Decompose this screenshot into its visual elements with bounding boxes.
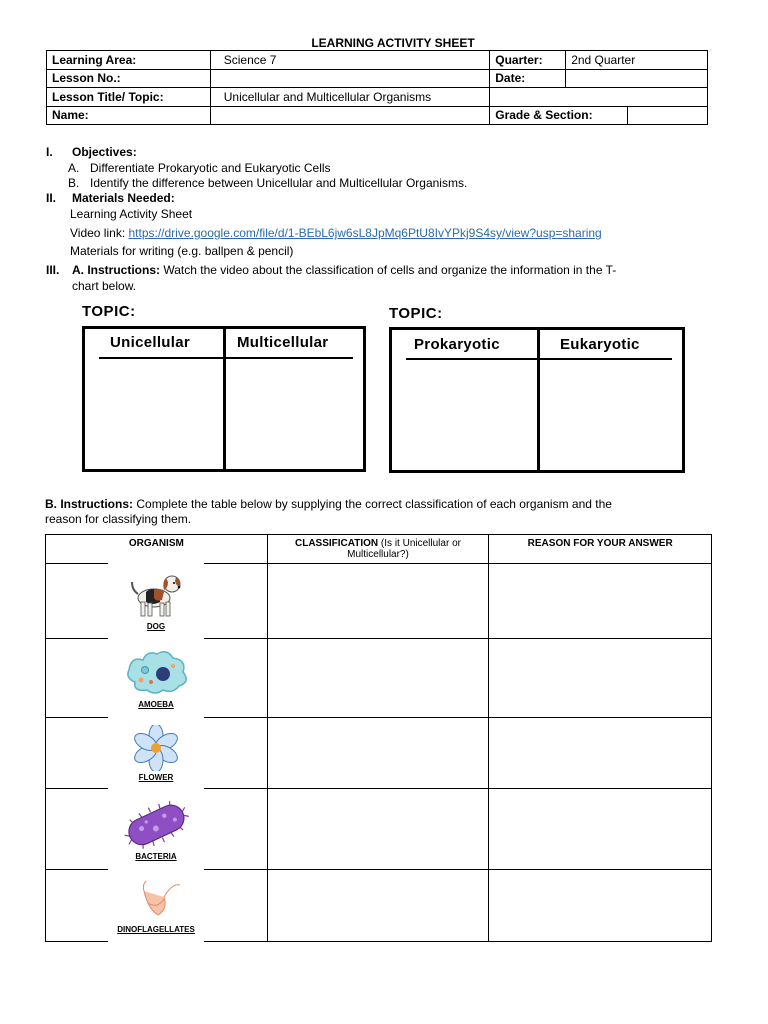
material-item-1: Learning Activity Sheet: [70, 207, 193, 221]
table-row: [46, 639, 712, 718]
quarter-label: Quarter:: [490, 51, 566, 70]
tchart-unicellular: [82, 326, 366, 472]
instructions-b-text2: reason for classifying them.: [45, 512, 192, 526]
header-table: [46, 50, 708, 125]
video-link-line: [70, 226, 602, 241]
tchart1-hline: [99, 357, 353, 359]
tchart2-vline: [537, 330, 540, 470]
col-classification-bold: CLASSIFICATION: [295, 538, 379, 549]
objectives-num: I.: [46, 145, 53, 159]
instructions-a-text: Watch the video about the classification of cells and organize the information in the T-: [160, 263, 617, 277]
classification-input-bacteria[interactable]: [267, 789, 489, 870]
instructions-a-text2: chart below.: [72, 279, 137, 293]
dog-picture: [108, 563, 204, 639]
organism-cell-dinoflagellates: [46, 870, 268, 942]
col-organism: ORGANISM: [46, 535, 268, 564]
organism-cell-bacteria: [46, 789, 268, 870]
learning-area-label: Learning Area:: [47, 51, 211, 70]
amoeba-icon: [121, 648, 191, 698]
name-label: Name:: [47, 106, 211, 125]
tchart1-right-header: Multicellular: [237, 334, 329, 351]
tchart1-topic: TOPIC:: [82, 303, 136, 320]
classification-input-amoeba[interactable]: [267, 639, 489, 718]
lesson-no-label: Lesson No.:: [47, 69, 211, 88]
bacteria-caption: BACTERIA: [135, 851, 177, 861]
dinoflagellates-picture: [108, 869, 204, 942]
reason-input-dog[interactable]: [489, 564, 712, 639]
tchart1-vline: [223, 329, 226, 469]
col-classification-line2: Multicellular?): [347, 549, 409, 560]
lesson-title-label: Lesson Title/ Topic:: [47, 88, 211, 107]
sheet-title: LEARNING ACTIVITY SHEET: [311, 36, 475, 50]
materials-heading: Materials Needed:: [72, 191, 175, 205]
table-row: [46, 718, 712, 789]
grade-section-field[interactable]: [628, 106, 708, 125]
learning-area-value[interactable]: Science 7: [210, 51, 490, 70]
flower-picture: [108, 717, 204, 789]
date-label: Date:: [490, 69, 566, 88]
instructions-b: [45, 497, 612, 512]
instructions-b-text: Complete the table below by supplying the correct classification of each organism and the: [133, 497, 612, 511]
objective-b: Identify the difference between Unicellular and Multicellular Organisms.: [90, 176, 468, 190]
video-link[interactable]: https://drive.google.com/file/d/1-BEbL6jw6sL8JpMq6PtU8IvYPkj9S4sy/view?usp=sharing: [128, 226, 602, 240]
flower-icon: [126, 725, 186, 771]
materials-num: II.: [46, 191, 57, 205]
grade-section-label: Grade & Section:: [490, 106, 628, 125]
classification-input-flower[interactable]: [267, 718, 489, 789]
objective-a: Differentiate Prokaryotic and Eukaryotic Cells: [90, 161, 331, 175]
instructions-a: [72, 263, 616, 278]
bacteria-picture: [108, 788, 204, 870]
lesson-title-value[interactable]: Unicellular and Multicellular Organisms: [210, 88, 490, 107]
instructions-num: III.: [46, 263, 60, 277]
classification-input-dinoflagellates[interactable]: [267, 870, 489, 942]
tchart2-right-header: Eukaryotic: [560, 336, 640, 353]
reason-input-dinoflagellates[interactable]: [489, 870, 712, 942]
col-classification-rest: (Is it Unicellular or: [378, 538, 461, 549]
table-row: [46, 870, 712, 942]
organism-cell-dog: [46, 564, 268, 639]
reason-input-amoeba[interactable]: [489, 639, 712, 718]
lesson-no-field[interactable]: [210, 69, 490, 88]
tchart-prokaryotic: [389, 327, 685, 473]
objective-b-marker: B.: [68, 176, 80, 190]
date-field[interactable]: [566, 69, 708, 88]
amoeba-picture: [108, 638, 204, 718]
table-header-row: [46, 535, 712, 564]
instructions-a-label: A. Instructions:: [72, 263, 161, 277]
instructions-b-label: B. Instructions:: [45, 497, 134, 511]
organism-cell-amoeba: [46, 639, 268, 718]
reason-input-flower[interactable]: [489, 718, 712, 789]
tchart2-left-header: Prokaryotic: [414, 336, 500, 353]
objective-a-marker: A.: [68, 161, 80, 175]
dinoflagellate-icon: [126, 877, 186, 923]
amoeba-caption: AMOEBA: [138, 699, 174, 709]
name-field[interactable]: [210, 106, 490, 125]
col-reason: REASON FOR YOUR ANSWER: [489, 535, 712, 564]
tchart1-left-header: Unicellular: [110, 334, 190, 351]
tchart2-topic: TOPIC:: [389, 305, 443, 322]
flower-caption: FLOWER: [138, 772, 174, 782]
classification-input-dog[interactable]: [267, 564, 489, 639]
reason-input-bacteria[interactable]: [489, 789, 712, 870]
bacteria-icon: [121, 798, 191, 850]
table-row: [46, 789, 712, 870]
table-row: [46, 564, 712, 639]
dog-icon: [128, 572, 184, 620]
lesson-title-extra: [490, 88, 708, 107]
organism-table: [45, 534, 712, 942]
dinoflagellates-caption: DINOFLAGELLATES: [117, 925, 195, 934]
material-item-3: Materials for writing (e.g. ballpen & pencil): [70, 244, 294, 258]
video-link-label: Video link:: [70, 226, 129, 240]
objectives-heading: Objectives:: [72, 145, 137, 159]
col-classification: [267, 535, 489, 564]
organism-cell-flower: [46, 718, 268, 789]
quarter-value[interactable]: 2nd Quarter: [566, 51, 708, 70]
dog-caption: DOG: [146, 621, 166, 631]
